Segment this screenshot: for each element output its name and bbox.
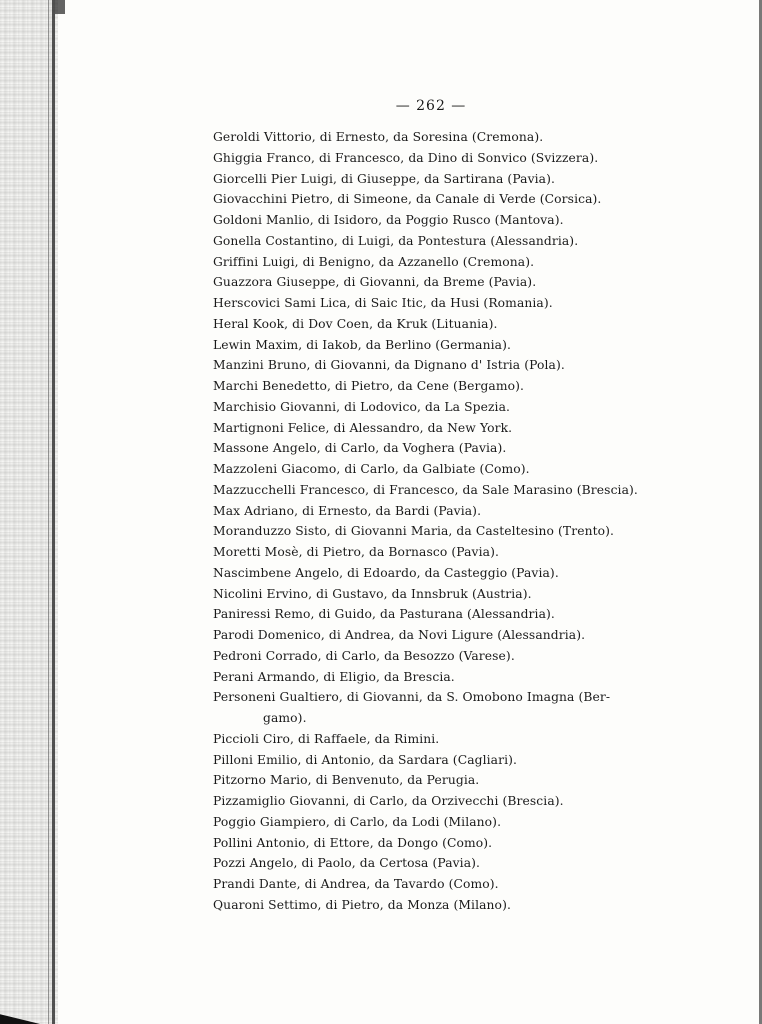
scan-binding-edge [0,0,58,1024]
list-item: Moranduzzo Sisto, di Giovanni Maria, da Casteltesino (Trento). [213,524,615,539]
list-item: Herscovici Sami Lica, di Saic Itic, da Husi (Romania). [213,296,553,310]
list-item: Goldoni Manlio, di Isidoro, da Poggio Rusco (Mantova). [213,213,564,227]
list-item: Marchisio Giovanni, di Lodovico, da La Spezia. [213,399,511,414]
list-item: Marchi Benedetto, di Pietro, da Cene (Bergamo). [213,379,525,393]
binding-fold-line [52,0,55,1024]
page-number: — 262 — [395,98,467,114]
continuation-text: gamo). [263,711,307,725]
list-item: Personeni Gualtiero, di Giovanni, da S. Omobono Imagna (Ber- [213,690,611,705]
list-item-continuation [213,708,673,729]
list-item: Pollini Antonio, di Ettore, da Dongo (Como). [213,835,493,850]
list-item: Moretti Mosè, di Pietro, da Bornasco (Pavia). [213,545,499,559]
list-item: Max Adriano, di Ernesto, da Bardi (Pavia). [213,503,482,518]
list-item: Geroldi Vittorio, di Ernesto, da Soresina (Cremona). [213,130,544,144]
list-item: Quaroni Settimo, di Pietro, da Monza (Milano). [213,897,511,912]
binding-shadow-line [48,0,49,1024]
list-item: Gonella Costantino, di Luigi, da Pontestura (Alessandria). [213,233,579,248]
list-item: Nascimbene Angelo, di Edoardo, da Casteggio (Pavia). [213,565,559,580]
list-item: Paniressi Remo, di Guido, da Pasturana (Alessandria). [213,607,555,622]
list-item: Pozzi Angelo, di Paolo, da Certosa (Pavia). [213,856,481,871]
list-item: Parodi Domenico, di Andrea, da Novi Ligure (Alessandria). [213,628,586,642]
list-item: Pitzorno Mario, di Benvenuto, da Perugia. [213,773,480,788]
list-item: Giovacchini Pietro, di Simeone, da Canale di Verde (Corsica). [213,192,602,207]
list-item: Prandi Dante, di Andrea, da Tavardo (Como). [213,877,499,891]
list-item: Mazzucchelli Francesco, di Francesco, da Sale Marasino (Brescia). [213,482,638,497]
list-item: Martignoni Felice, di Alessandro, da New York. [213,420,513,435]
list-item: Mazzoleni Giacomo, di Carlo, da Galbiate (Como). [213,462,530,476]
list-item: Ghiggia Franco, di Francesco, da Dino di Sonvico (Svizzera). [213,150,599,165]
name-list [213,127,673,916]
list-item: Manzini Bruno, di Giovanni, da Dignano d' Istria (Pola). [213,358,565,373]
list-item: Nicolini Ervino, di Gustavo, da Innsbruk (Austria). [213,586,532,601]
list-item: Poggio Giampiero, di Carlo, da Lodi (Milano). [213,814,502,829]
list-item: Pizzamiglio Giovanni, di Carlo, da Orzivecchi (Brescia). [213,794,564,808]
list-item: Piccioli Ciro, di Raffaele, da Rimini. [213,731,440,746]
list-item: Guazzora Giuseppe, di Giovanni, da Breme (Pavia). [213,275,537,290]
scan-top-mark [55,0,65,14]
list-item: Giorcelli Pier Luigi, di Giuseppe, da Sartirana (Pavia). [213,171,555,186]
list-item: Lewin Maxim, di Iakob, da Berlino (Germania). [213,337,512,352]
list-item: Heral Kook, di Dov Coen, da Kruk (Lituania). [213,316,498,331]
list-item: Perani Armando, di Eligio, da Brescia. [213,669,455,684]
list-item: Pilloni Emilio, di Antonio, da Sardara (Cagliari). [213,752,518,767]
list-item: Griffini Luigi, di Benigno, da Azzanello (Cremona). [213,254,535,269]
list-item: Pedroni Corrado, di Carlo, da Besozzo (Varese). [213,648,515,663]
list-item: Massone Angelo, di Carlo, da Voghera (Pavia). [213,441,507,456]
